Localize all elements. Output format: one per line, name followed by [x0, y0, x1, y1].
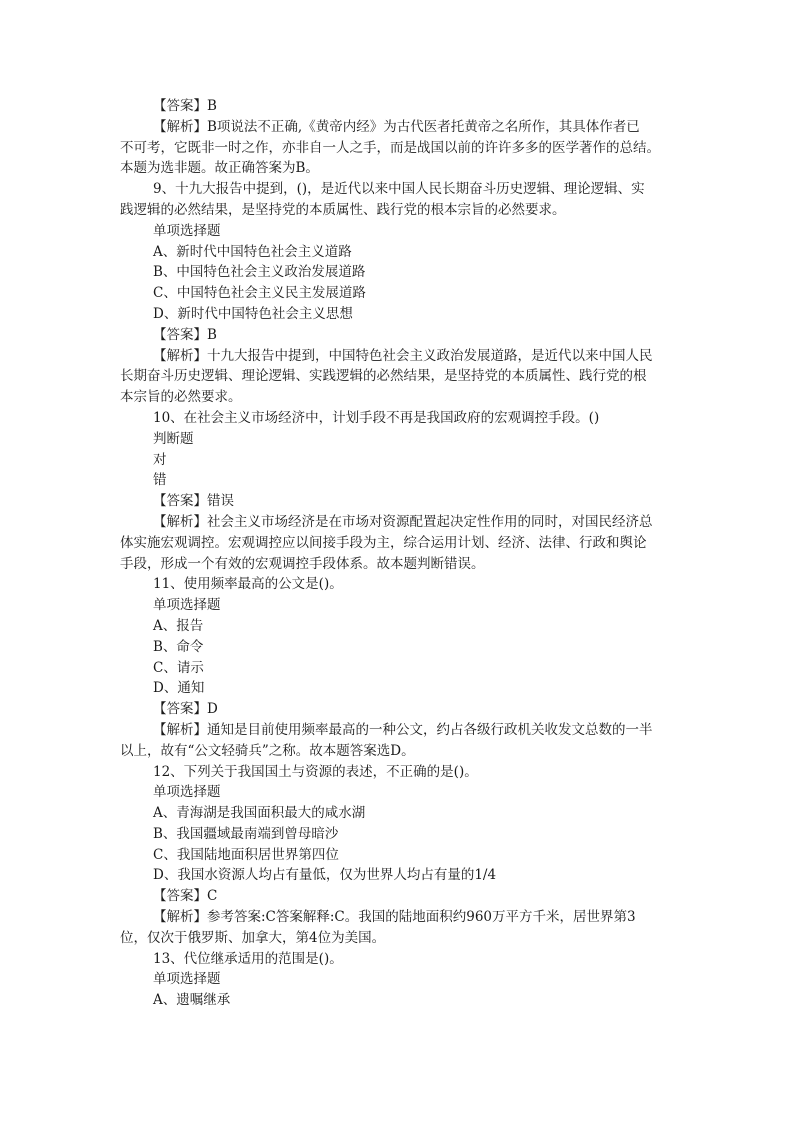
analysis-line: 【解析】通知是目前使用频率最高的一种公文，约占各级行政机关收发文总数的一半 — [153, 721, 653, 738]
answer-line: 【答案】D — [153, 701, 218, 718]
option-item: D、我国水资源人均占有量低，仅为世界人均占有量的1/4 — [153, 867, 497, 884]
question-line: 10、在社会主义市场经济中，计划手段不再是我国政府的宏观调控手段。() — [153, 409, 600, 426]
analysis-line: 【解析】B项说法不正确,《黄帝内经》为古代医者托黄帝之名所作，其具体作者已 — [153, 118, 640, 135]
question-type: 单项选择题 — [153, 784, 221, 801]
analysis-line: 长期奋斗历史逻辑、理论逻辑、实践逻辑的必然结果，是坚持党的本质属性、践行党的根 — [120, 368, 647, 385]
question-type: 判断题 — [153, 430, 194, 447]
question-type: 单项选择题 — [153, 971, 221, 988]
question-line: 11、使用频率最高的公文是()。 — [153, 576, 343, 593]
answer-line: 【答案】B — [153, 326, 217, 343]
option-item: B、中国特色社会主义政治发展道路 — [153, 264, 366, 281]
analysis-line: 【解析】参考答案:C答案解释:C。我国的陆地面积约960万平方千米，居世界第3 — [153, 909, 636, 926]
answer-line: 【答案】C — [153, 888, 218, 905]
analysis-line: 本题为选非题。故正确答案为B。 — [120, 160, 319, 177]
option-item: 对 — [153, 451, 167, 468]
analysis-line: 手段，形成一个有效的宏观调控手段体系。故本题判断错误。 — [120, 555, 485, 572]
analysis-line: 体实施宏观调控。宏观调控应以间接手段为主，综合运用计划、经济、法律、行政和舆论 — [120, 534, 647, 551]
question-type: 单项选择题 — [153, 597, 221, 614]
document-body — [120, 96, 676, 1011]
question-line: 践逻辑的必然结果，是坚持党的本质属性、践行党的根本宗旨的必然要求。 — [120, 201, 566, 218]
option-item: B、命令 — [153, 638, 204, 655]
analysis-line: 【解析】十九大报告中提到，中国特色社会主义政治发展道路，是近代以来中国人民 — [153, 347, 653, 364]
analysis-line: 以上，故有“公文轻骑兵”之称。故本题答案选D。 — [120, 742, 415, 759]
analysis-line: 不可考，它既非一时之作，亦非自一人之手，而是战国以前的许许多多的医学著作的总结。 — [120, 139, 660, 156]
option-item: 错 — [153, 472, 167, 489]
question-type: 单项选择题 — [153, 222, 221, 239]
option-item: A、新时代中国特色社会主义道路 — [153, 243, 352, 260]
question-line: 12、下列关于我国国土与资源的表述，不正确的是()。 — [153, 763, 478, 780]
option-item: C、我国陆地面积居世界第四位 — [153, 846, 339, 863]
option-item: D、通知 — [153, 680, 205, 697]
question-line: 13、代位继承适用的范围是()。 — [153, 950, 343, 967]
answer-line: 【答案】B — [153, 98, 217, 114]
analysis-line: 本宗旨的必然要求。 — [120, 389, 242, 406]
question-line: 9、十九大报告中提到，()，是近代以来中国人民长期奋斗历史逻辑、理论逻辑、实 — [153, 181, 645, 198]
option-item: C、中国特色社会主义民主发展道路 — [153, 285, 366, 302]
option-item: B、我国疆域最南端到曾母暗沙 — [153, 825, 339, 842]
option-item: A、遗嘱继承 — [153, 992, 231, 1009]
option-item: A、报告 — [153, 617, 204, 634]
analysis-line: 【解析】社会主义市场经济是在市场对资源配置起决定性作用的同时，对国民经济总 — [153, 513, 653, 530]
option-item: A、青海湖是我国面积最大的咸水湖 — [153, 805, 366, 822]
option-item: D、新时代中国特色社会主义思想 — [153, 305, 353, 322]
option-item: C、请示 — [153, 659, 204, 676]
answer-line: 【答案】错误 — [153, 493, 234, 510]
analysis-line: 位，仅次于俄罗斯、加拿大，第4位为美国。 — [120, 929, 386, 946]
